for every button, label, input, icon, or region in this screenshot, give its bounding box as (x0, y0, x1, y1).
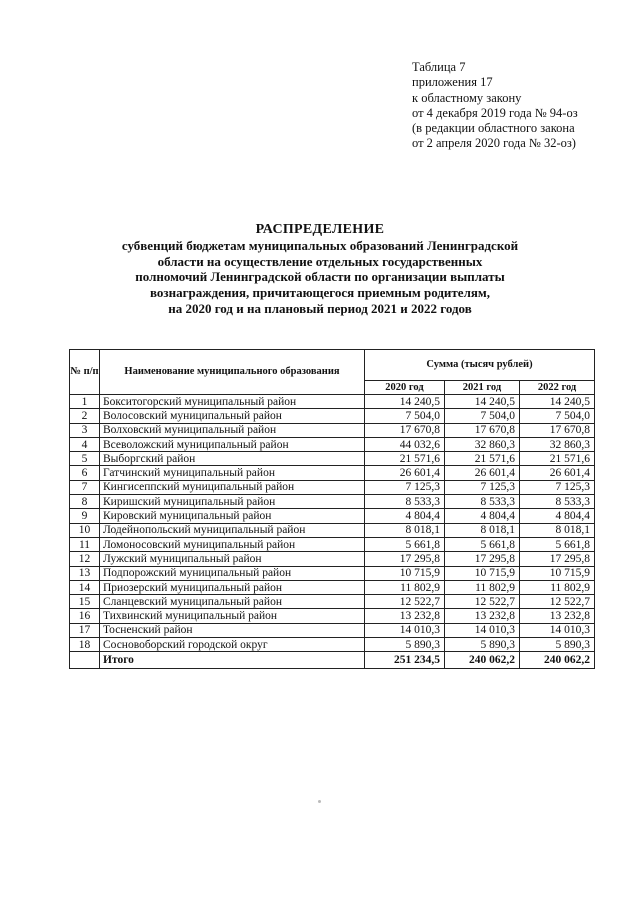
row-municipality: Кингисеппский муниципальный район (100, 480, 365, 494)
row-municipality: Лодейнопольский муниципальный район (100, 523, 365, 537)
row-value-2021: 32 860,3 (445, 437, 520, 451)
title-line: полномочий Ленинградской области по организации выплаты (135, 269, 505, 285)
row-municipality: Гатчинский муниципальный район (100, 466, 365, 480)
row-number: 11 (70, 537, 100, 551)
row-value-2020: 8 533,3 (365, 495, 445, 509)
table-row (70, 423, 595, 437)
column-header-number: № п/п (70, 350, 100, 395)
table-row (70, 452, 595, 466)
distribution-table-wrapper (69, 349, 594, 669)
row-value-2020: 17 670,8 (365, 423, 445, 437)
title-line: субвенций бюджетам муниципальных образований Ленинградской (121, 237, 519, 253)
row-value-2021: 17 670,8 (445, 423, 520, 437)
appendix-note-line: Таблица 7 (412, 60, 466, 74)
row-value-2022: 7 504,0 (520, 409, 595, 423)
scan-speck (318, 800, 321, 803)
row-value-2022: 4 804,4 (520, 509, 595, 523)
table-row (70, 638, 595, 652)
appendix-note-line: приложения 17 (412, 75, 493, 90)
row-value-2021: 17 295,8 (445, 552, 520, 566)
row-value-2020: 5 890,3 (365, 638, 445, 652)
row-municipality: Тосненский район (100, 623, 365, 637)
appendix-note (412, 60, 634, 152)
table-row (70, 466, 595, 480)
total-value-2021: 240 062,2 (445, 652, 520, 669)
row-value-2021: 12 522,7 (445, 595, 520, 609)
title-main: РАСПРЕДЕЛЕНИЕ (255, 222, 385, 237)
table-row (70, 523, 595, 537)
title-line: вознаграждения, причитающегося приемным родителям, (149, 285, 491, 301)
appendix-note-line: от 2 апреля 2020 года № 32-оз) (412, 136, 576, 151)
table-row (70, 609, 595, 623)
row-municipality: Сланцевский муниципальный район (100, 595, 365, 609)
column-header-sum: Сумма (тысяч рублей) (365, 350, 595, 381)
row-value-2021: 11 802,9 (445, 580, 520, 594)
distribution-table (69, 349, 595, 669)
row-municipality: Подпорожский муниципальный район (100, 566, 365, 580)
table-row (70, 537, 595, 551)
row-municipality: Сосновоборский городской округ (100, 638, 365, 652)
column-header-name: Наименование муниципального образования (100, 350, 365, 395)
row-value-2021: 7 504,0 (445, 409, 520, 423)
row-number: 3 (70, 423, 100, 437)
row-number: 5 (70, 452, 100, 466)
row-municipality: Кировский муниципальный район (100, 509, 365, 523)
row-number: 13 (70, 566, 100, 580)
row-value-2022: 5 890,3 (520, 638, 595, 652)
title-line: на 2020 год и на плановый период 2021 и 2022 годов (168, 300, 472, 316)
total-label: Итого (100, 652, 365, 669)
row-value-2022: 11 802,9 (520, 580, 595, 594)
row-value-2022: 17 295,8 (520, 552, 595, 566)
row-municipality: Тихвинский муниципальный район (100, 609, 365, 623)
row-municipality: Лужский муниципальный район (100, 552, 365, 566)
row-value-2021: 5 661,8 (445, 537, 520, 551)
row-value-2020: 10 715,9 (365, 566, 445, 580)
table-row (70, 595, 595, 609)
row-number: 7 (70, 480, 100, 494)
column-header-year: 2022 год (520, 381, 595, 395)
row-number: 16 (70, 609, 100, 623)
row-number: 15 (70, 595, 100, 609)
table-row (70, 623, 595, 637)
row-number: 2 (70, 409, 100, 423)
row-number: 6 (70, 466, 100, 480)
row-value-2020: 26 601,4 (365, 466, 445, 480)
row-value-2021: 10 715,9 (445, 566, 520, 580)
row-number: 9 (70, 509, 100, 523)
row-value-2020: 14 010,3 (365, 623, 445, 637)
row-value-2020: 14 240,5 (365, 395, 445, 409)
row-value-2022: 8 018,1 (520, 523, 595, 537)
table-row (70, 552, 595, 566)
total-value-2020: 251 234,5 (365, 652, 445, 669)
total-number (70, 652, 100, 669)
row-value-2022: 7 125,3 (520, 480, 595, 494)
table-row (70, 395, 595, 409)
row-value-2021: 14 240,5 (445, 395, 520, 409)
row-number: 14 (70, 580, 100, 594)
table-row (70, 437, 595, 451)
row-value-2020: 8 018,1 (365, 523, 445, 537)
row-value-2020: 12 522,7 (365, 595, 445, 609)
row-value-2020: 21 571,6 (365, 452, 445, 466)
title-line: области на осуществление отдельных государственных (157, 253, 483, 269)
table-row (70, 495, 595, 509)
row-value-2021: 4 804,4 (445, 509, 520, 523)
row-value-2021: 8 533,3 (445, 495, 520, 509)
row-value-2022: 12 522,7 (520, 595, 595, 609)
row-number: 12 (70, 552, 100, 566)
table-row (70, 509, 595, 523)
row-value-2022: 21 571,6 (520, 452, 595, 466)
appendix-note-line: к областному закону (412, 90, 522, 105)
row-value-2022: 26 601,4 (520, 466, 595, 480)
row-value-2022: 32 860,3 (520, 437, 595, 451)
row-municipality: Приозерский муниципальный район (100, 580, 365, 594)
appendix-note-line: (в редакции областного закона (412, 121, 575, 136)
row-municipality: Волосовский муниципальный район (100, 409, 365, 423)
appendix-note-line: от 4 декабря 2019 года № 94-оз (412, 105, 578, 120)
row-value-2020: 17 295,8 (365, 552, 445, 566)
row-value-2021: 8 018,1 (445, 523, 520, 537)
row-municipality: Киришский муниципальный район (100, 495, 365, 509)
row-number: 17 (70, 623, 100, 637)
row-number: 8 (70, 495, 100, 509)
row-value-2022: 14 010,3 (520, 623, 595, 637)
row-municipality: Бокситогорский муниципальный район (100, 395, 365, 409)
row-value-2022: 14 240,5 (520, 395, 595, 409)
row-municipality: Волховский муниципальный район (100, 423, 365, 437)
row-value-2020: 11 802,9 (365, 580, 445, 594)
row-municipality: Всеволожский муниципальный район (100, 437, 365, 451)
row-value-2022: 17 670,8 (520, 423, 595, 437)
row-value-2022: 13 232,8 (520, 609, 595, 623)
row-value-2021: 26 601,4 (445, 466, 520, 480)
row-value-2020: 7 504,0 (365, 409, 445, 423)
total-value-2022: 240 062,2 (520, 652, 595, 669)
row-number: 4 (70, 437, 100, 451)
total-row (70, 652, 595, 669)
row-value-2020: 13 232,8 (365, 609, 445, 623)
table-row (70, 580, 595, 594)
column-header-year: 2020 год (365, 381, 445, 395)
row-value-2021: 21 571,6 (445, 452, 520, 466)
row-value-2021: 13 232,8 (445, 609, 520, 623)
table-row (70, 566, 595, 580)
row-value-2020: 5 661,8 (365, 537, 445, 551)
table-row (70, 409, 595, 423)
row-value-2021: 5 890,3 (445, 638, 520, 652)
row-value-2020: 4 804,4 (365, 509, 445, 523)
row-value-2022: 10 715,9 (520, 566, 595, 580)
row-municipality: Ломоносовский муниципальный район (100, 537, 365, 551)
column-header-year: 2021 год (445, 381, 520, 395)
table-row (70, 480, 595, 494)
row-number: 10 (70, 523, 100, 537)
row-number: 18 (70, 638, 100, 652)
row-value-2020: 44 032,6 (365, 437, 445, 451)
row-number: 1 (70, 395, 100, 409)
row-value-2022: 8 533,3 (520, 495, 595, 509)
row-value-2020: 7 125,3 (365, 480, 445, 494)
table-body (70, 395, 595, 669)
document-title (0, 222, 640, 317)
row-municipality: Выборгский район (100, 452, 365, 466)
row-value-2021: 14 010,3 (445, 623, 520, 637)
row-value-2021: 7 125,3 (445, 480, 520, 494)
row-value-2022: 5 661,8 (520, 537, 595, 551)
